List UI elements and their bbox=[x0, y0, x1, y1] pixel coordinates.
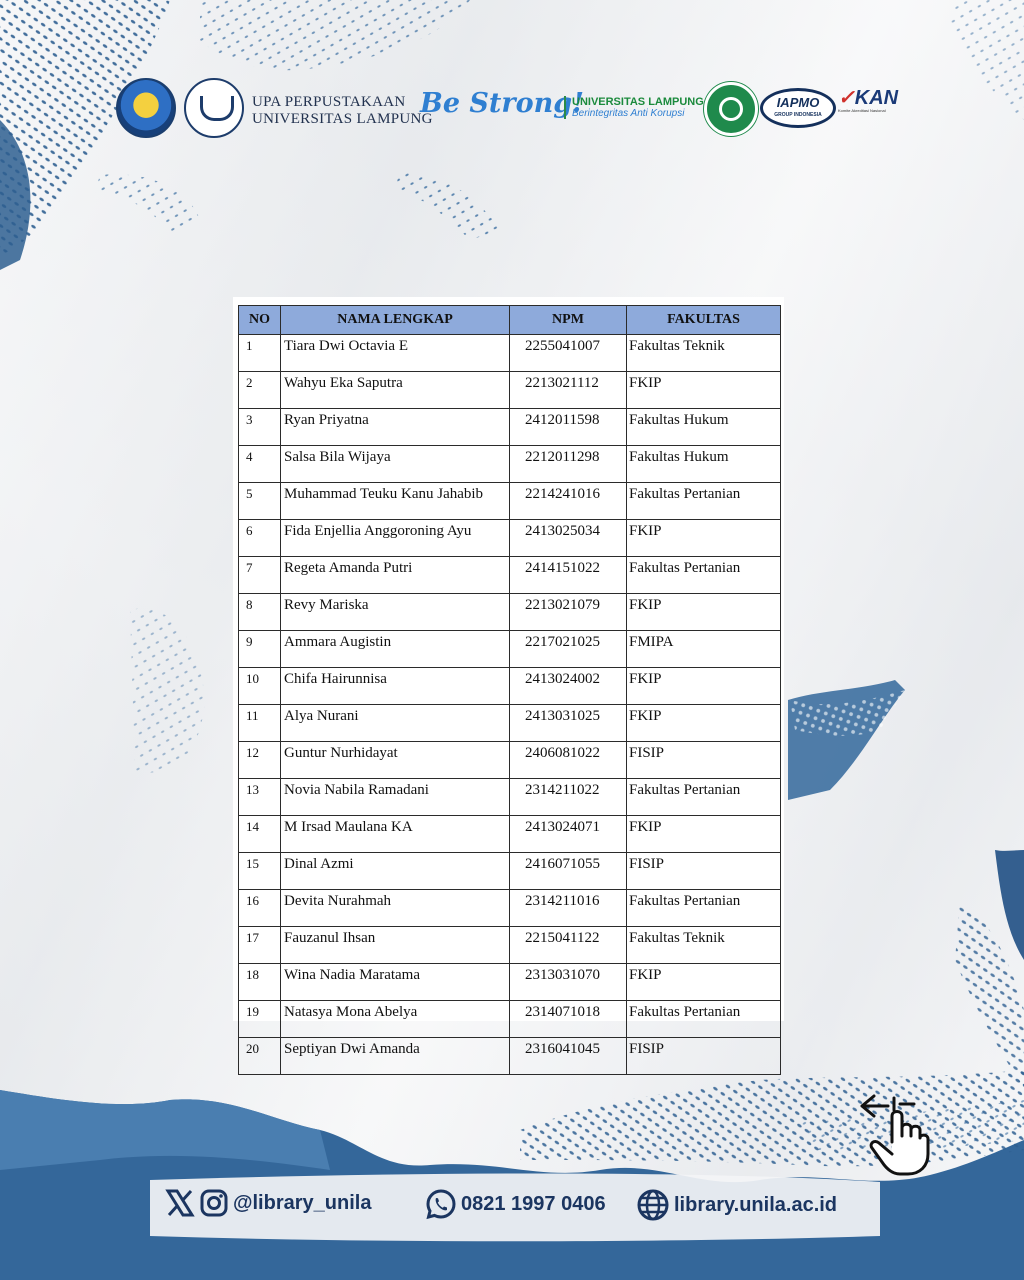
table-row bbox=[239, 816, 781, 853]
cell-name: M Irsad Maulana KA bbox=[281, 816, 510, 853]
iapmo-logo bbox=[760, 88, 836, 128]
table-row bbox=[239, 557, 781, 594]
upa-perpustakaan-title bbox=[252, 94, 433, 128]
cell-no: 7 bbox=[239, 557, 281, 594]
footer-phone[interactable] bbox=[425, 1188, 606, 1220]
table-row bbox=[239, 372, 781, 409]
cell-name: Fida Enjellia Anggoroning Ayu bbox=[281, 520, 510, 557]
cell-no: 8 bbox=[239, 594, 281, 631]
whatsapp-icon bbox=[425, 1188, 457, 1220]
table-row bbox=[239, 853, 781, 890]
cell-no: 16 bbox=[239, 890, 281, 927]
table-row bbox=[239, 668, 781, 705]
cell-name: Ryan Priyatna bbox=[281, 409, 510, 446]
cell-fakultas: FKIP bbox=[627, 520, 781, 557]
cell-npm: 2406081022 bbox=[510, 742, 627, 779]
table-row bbox=[239, 446, 781, 483]
cell-no: 14 bbox=[239, 816, 281, 853]
cell-npm: 2255041007 bbox=[510, 335, 627, 372]
table-row bbox=[239, 742, 781, 779]
cell-fakultas: Fakultas Pertanian bbox=[627, 483, 781, 520]
cell-name: Wahyu Eka Saputra bbox=[281, 372, 510, 409]
table-row bbox=[239, 631, 781, 668]
table-row bbox=[239, 779, 781, 816]
table-row bbox=[239, 927, 781, 964]
cell-npm: 2414151022 bbox=[510, 557, 627, 594]
table-row bbox=[239, 335, 781, 372]
cell-fakultas: Fakultas Hukum bbox=[627, 446, 781, 483]
cell-fakultas: Fakultas Teknik bbox=[627, 927, 781, 964]
cell-name: Muhammad Teuku Kanu Jahabib bbox=[281, 483, 510, 520]
cell-no: 19 bbox=[239, 1001, 281, 1038]
cell-name: Septiyan Dwi Amanda bbox=[281, 1038, 510, 1075]
table-row bbox=[239, 964, 781, 1001]
cell-npm: 2413031025 bbox=[510, 705, 627, 742]
cell-npm: 2213021079 bbox=[510, 594, 627, 631]
table-row bbox=[239, 1001, 781, 1038]
table-header-row bbox=[239, 306, 781, 335]
table-row bbox=[239, 409, 781, 446]
cell-npm: 2314211016 bbox=[510, 890, 627, 927]
iapmo-label: IAPMO bbox=[776, 95, 820, 110]
cell-no: 4 bbox=[239, 446, 281, 483]
footer-website[interactable] bbox=[636, 1188, 837, 1222]
cell-fakultas: FKIP bbox=[627, 705, 781, 742]
cell-npm: 2212011298 bbox=[510, 446, 627, 483]
upa-line-2: UNIVERSITAS LAMPUNG bbox=[252, 111, 433, 127]
unila-logo bbox=[116, 78, 176, 138]
cell-fakultas: FISIP bbox=[627, 742, 781, 779]
registrant-table bbox=[238, 305, 781, 1075]
x-icon bbox=[165, 1188, 195, 1218]
cell-no: 18 bbox=[239, 964, 281, 1001]
cell-name: Salsa Bila Wijaya bbox=[281, 446, 510, 483]
cell-name: Novia Nabila Ramadani bbox=[281, 779, 510, 816]
cell-name: Wina Nadia Maratama bbox=[281, 964, 510, 1001]
footer-social[interactable] bbox=[165, 1188, 371, 1218]
cell-npm: 2412011598 bbox=[510, 409, 627, 446]
cell-name: Devita Nurahmah bbox=[281, 890, 510, 927]
kan-sub: Komite Akreditasi Nasional bbox=[838, 108, 886, 113]
be-strong-slogan: Be Strong! bbox=[420, 88, 584, 119]
cell-npm: 2413024071 bbox=[510, 816, 627, 853]
phone-number: 0821 1997 0406 bbox=[461, 1192, 606, 1215]
instagram-icon bbox=[199, 1188, 229, 1218]
cell-fakultas: Fakultas Teknik bbox=[627, 335, 781, 372]
cell-name: Alya Nurani bbox=[281, 705, 510, 742]
kan-logo bbox=[838, 88, 908, 113]
cell-fakultas: FKIP bbox=[627, 372, 781, 409]
cell-npm: 2416071055 bbox=[510, 853, 627, 890]
cell-npm: 2215041122 bbox=[510, 927, 627, 964]
cell-npm: 2314071018 bbox=[510, 1001, 627, 1038]
column-header-fakultas: FAKULTAS bbox=[627, 306, 781, 335]
cell-fakultas: FISIP bbox=[627, 1038, 781, 1075]
unila-brand-name: UNIVERSITAS LAMPUNG bbox=[572, 96, 704, 108]
table-body bbox=[239, 335, 781, 1075]
cell-no: 11 bbox=[239, 705, 281, 742]
kan-label: KAN bbox=[854, 87, 899, 109]
cell-npm: 2313031070 bbox=[510, 964, 627, 1001]
library-logo bbox=[184, 78, 244, 138]
swipe-left-hand-icon bbox=[858, 1090, 938, 1185]
cell-name: Chifa Hairunnisa bbox=[281, 668, 510, 705]
cell-fakultas: FISIP bbox=[627, 853, 781, 890]
cell-fakultas: FKIP bbox=[627, 964, 781, 1001]
column-header-no: NO bbox=[239, 306, 281, 335]
cell-name: Dinal Azmi bbox=[281, 853, 510, 890]
cell-fakultas: Fakultas Pertanian bbox=[627, 1001, 781, 1038]
unila-integrity-brand bbox=[564, 96, 704, 119]
column-header-npm: NPM bbox=[510, 306, 627, 335]
cell-no: 20 bbox=[239, 1038, 281, 1075]
cell-no: 12 bbox=[239, 742, 281, 779]
cell-npm: 2316041045 bbox=[510, 1038, 627, 1075]
cell-no: 9 bbox=[239, 631, 281, 668]
cell-no: 2 bbox=[239, 372, 281, 409]
cell-fakultas: Fakultas Hukum bbox=[627, 409, 781, 446]
cell-no: 17 bbox=[239, 927, 281, 964]
cell-no: 13 bbox=[239, 779, 281, 816]
cell-fakultas: Fakultas Pertanian bbox=[627, 779, 781, 816]
table-row bbox=[239, 890, 781, 927]
table-row bbox=[239, 705, 781, 742]
column-header-name: NAMA LENGKAP bbox=[281, 306, 510, 335]
cell-name: Ammara Augistin bbox=[281, 631, 510, 668]
cell-npm: 2413025034 bbox=[510, 520, 627, 557]
cell-fakultas: FKIP bbox=[627, 668, 781, 705]
social-handle: @library_unila bbox=[233, 1191, 372, 1214]
header-logos bbox=[114, 76, 914, 140]
table-row bbox=[239, 594, 781, 631]
cell-no: 15 bbox=[239, 853, 281, 890]
cell-name: Natasya Mona Abelya bbox=[281, 1001, 510, 1038]
cell-name: Revy Mariska bbox=[281, 594, 510, 631]
cell-name: Guntur Nurhidayat bbox=[281, 742, 510, 779]
cell-npm: 2413024002 bbox=[510, 668, 627, 705]
cell-fakultas: FKIP bbox=[627, 594, 781, 631]
cell-fakultas: Fakultas Pertanian bbox=[627, 557, 781, 594]
cell-npm: 2314211022 bbox=[510, 779, 627, 816]
cell-name: Tiara Dwi Octavia E bbox=[281, 335, 510, 372]
table-row bbox=[239, 520, 781, 557]
cell-no: 5 bbox=[239, 483, 281, 520]
registrant-table-card bbox=[233, 297, 784, 1057]
iapmo-sub: GROUP INDONESIA bbox=[774, 112, 822, 118]
website-url: library.unila.ac.id bbox=[674, 1193, 838, 1216]
cell-no: 3 bbox=[239, 409, 281, 446]
table-row bbox=[239, 1038, 781, 1075]
cell-npm: 2213021112 bbox=[510, 372, 627, 409]
cell-npm: 2214241016 bbox=[510, 483, 627, 520]
cell-no: 1 bbox=[239, 335, 281, 372]
cell-fakultas: FMIPA bbox=[627, 631, 781, 668]
upa-line-1: UPA PERPUSTAKAAN bbox=[252, 94, 406, 110]
cell-fakultas: FKIP bbox=[627, 816, 781, 853]
cell-name: Regeta Amanda Putri bbox=[281, 557, 510, 594]
cell-npm: 2217021025 bbox=[510, 631, 627, 668]
kan-check-icon: ✓ bbox=[838, 87, 855, 109]
cell-name: Fauzanul Ihsan bbox=[281, 927, 510, 964]
cell-no: 6 bbox=[239, 520, 281, 557]
table-row bbox=[239, 483, 781, 520]
cell-no: 10 bbox=[239, 668, 281, 705]
globe-icon bbox=[636, 1188, 670, 1222]
unila-brand-tagline: Berintegritas Anti Korupsi bbox=[572, 108, 685, 119]
footer-contacts bbox=[0, 1180, 1024, 1234]
cell-fakultas: Fakultas Pertanian bbox=[627, 890, 781, 927]
certification-badge-icon bbox=[704, 82, 758, 136]
